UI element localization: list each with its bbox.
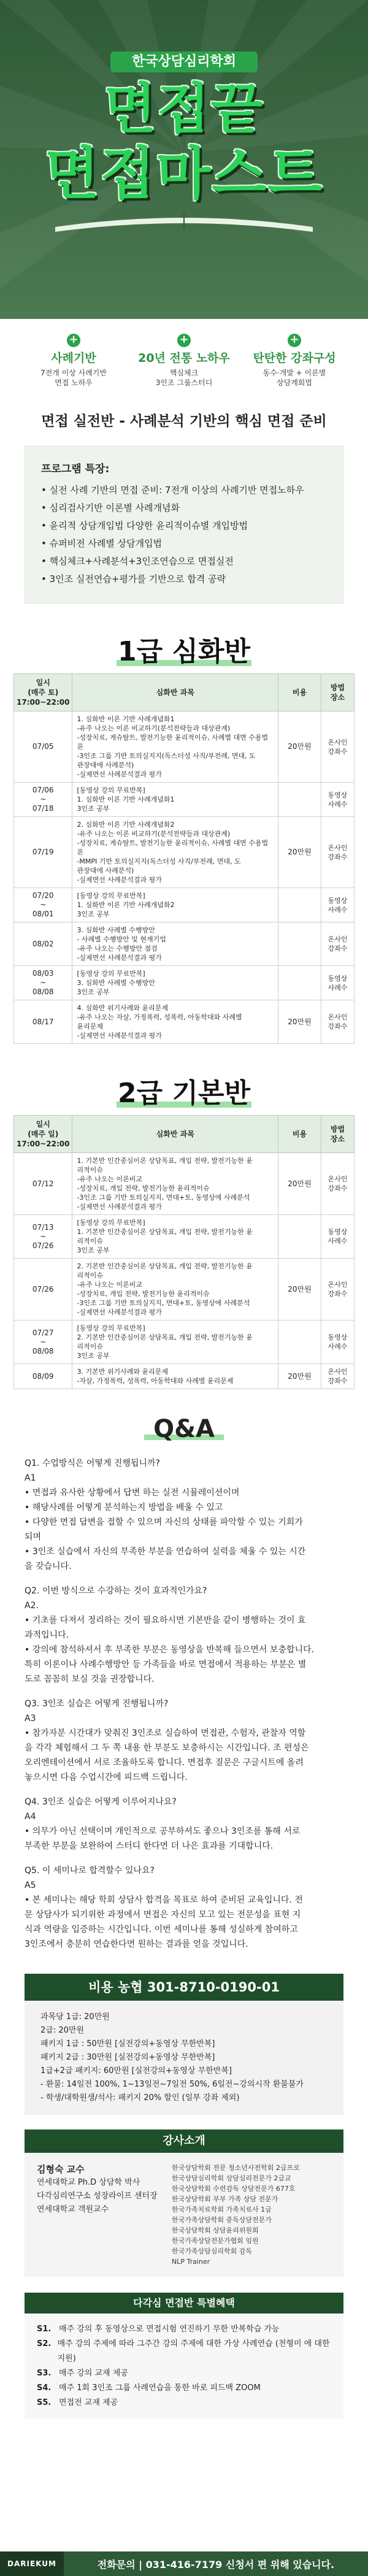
row-content: [72, 711, 278, 783]
row-date-text: 08/17: [32, 1017, 54, 1026]
qa-answer-label: A2.: [25, 1601, 39, 1611]
qa-answer-label: A3: [25, 1714, 36, 1723]
instructor-box: [25, 2153, 343, 2277]
row-date-text: 08/09: [32, 1371, 54, 1381]
row-fee-text: 20만원: [288, 1017, 312, 1026]
row-date: [14, 711, 72, 783]
row-date: [14, 922, 72, 966]
benefit-text: 매주 1회 3인조 그룹 사례연습을 통한 바로 피드백 ZOOM: [59, 2383, 261, 2393]
benefit-text: 매주 강의 주제에 따라 그주간 강의 주제에 대한 가상 사례연습 (천형미 에 대한 지원): [57, 2339, 330, 2363]
row-fee-text: 20만원: [288, 848, 312, 856]
row-content-text: [동영상 강의 무료반복] 1. 기본반 인간중심이론 상담목표, 개입 전략, 발전기능한 윤 리적이슈 3인조 공부: [77, 1219, 253, 1254]
qa-item: [25, 1584, 343, 1687]
section1-table-wrap: [13, 673, 355, 1044]
row-date-text: 07/20 ~ 08/01: [32, 891, 54, 918]
row-content-text: 2. 심화반 이론 기반 사례개념화2 -유주 나오는 이론 비교하기(분석전략들과 대상관계) -성장치료, 게슈탈트, 발전기능한 윤리적이슈, 사례별 대면 수용법론 -MMPI 기반 토의실지지(독스더성 사직/부전례, 면대, 도 관장대에 사례분석) -실제면선 사례분석결과 평가: [77, 821, 269, 884]
header-method: 방법 장소: [321, 674, 355, 711]
features: [0, 319, 368, 399]
instructor-bar: 강사소개: [25, 2129, 343, 2153]
feature-sub: 7전개 이상 사례기반 면접 노하우: [40, 369, 107, 387]
row-method: [321, 888, 355, 922]
row-fee: [278, 1364, 321, 1389]
plus-icon: +: [288, 334, 301, 347]
benefit-item: [37, 2366, 331, 2381]
feature-title: 사례기반: [51, 351, 96, 365]
row-method: [321, 922, 355, 966]
row-method-text: 온사인 강좌수: [328, 1013, 348, 1030]
qa-answer: • 참가자분 시간대가 맞춰진 3인조로 실습하여 면접관, 수험자, 관찰자 역할 을 각각 체험해서 그 두 쪽 내용 한 부분도 보충하시는 시간입니다. 조 편성은 오리엔테이션에서 서로 조율하도록 합니다. 면접후 질문은 구글시트에 올려 놓으시면 다음 수업시간에 피드백 드립니다.: [25, 1728, 309, 1782]
footer-contact[interactable]: 전화문의 | 031-416-7179 신청서 편 위해 있습니다.: [97, 2558, 335, 2570]
feature-sub: 핵심체크 3인조 그룹스터디: [155, 369, 213, 387]
row-content: [72, 817, 278, 888]
header-content: 심화반 과목: [72, 674, 278, 711]
qa-question: Q3. 3인조 실습은 어떻게 진행됩니까?: [25, 1699, 169, 1709]
row-date-text: 08/02: [32, 939, 54, 948]
row-content: [72, 1153, 278, 1215]
qa-answer: • 면접과 유사한 상황에서 답변 하는 실전 시뮬레이션이며 • 해당사례를 어떻게 분석하는지 방법을 배울 수 있고 • 다양한 면접 답변을 접할 수 있으며 자신의 상태를 파악할 수 있는 기회가 되며 • 3인조 실습에서 자신의 부족한 부분을 연습하여 실력을 체울 수 있는 시간 을 갖습니다.: [25, 1488, 306, 1571]
tagline: 면접 실전반 - 사례분석 기반의 핵심 면접 준비: [41, 413, 327, 429]
row-content-text: 3. 기본반 위기사례와 윤리문제 -자살, 가정폭력, 성폭력, 아동학대와 사례별 윤리문제: [77, 1368, 234, 1385]
section1-title: [0, 624, 368, 673]
row-date: [14, 1364, 72, 1389]
benefit-item: [37, 2381, 331, 2396]
row-date-text: 07/19: [32, 848, 54, 856]
section1-body: [14, 711, 355, 1044]
plus-icon: +: [177, 334, 191, 347]
row-content-text: 1. 기본반 인간중심이론 상담목표, 개입 전략, 발전기능한 윤 리적이슈 -유주 나오는 이론비교 -성장치료, 개입 전략, 발전기능한 윤리적이슈 -3인조 그룹 기반 토의실지지, 면대+토, 동영상에 사례분석 -실제면선 사례분석결과 평가: [77, 1157, 253, 1211]
row-method-text: 동영상 사례수: [328, 791, 348, 808]
row-date: [14, 1321, 72, 1364]
program-item: • 실전 사례 기반의 면접 준비: 7전개 이상의 사례기반 면접노하우: [41, 481, 327, 499]
table-row: [14, 888, 355, 922]
row-date: [14, 817, 72, 888]
row-method: [321, 817, 355, 888]
header-fee: 비용: [278, 1116, 321, 1153]
row-content-text: [동영상 강의 무료반복] 2. 기본반 인간중심이론 상담목표, 개입 전략, 발전기능한 윤 리적이슈 3인조 공부: [77, 1324, 253, 1360]
table-row: [14, 1215, 355, 1259]
qa-question: Q1. 수업방식은 어떻게 진행됩니까?: [25, 1459, 160, 1468]
book-icon: [49, 209, 319, 233]
table-row: [14, 817, 355, 888]
row-content-text: 4. 심화반 위기사례와 윤리문제 -유주 나오는 자살, 가정폭력, 성폭력, 아동학대와 사례별 윤리문제 -실제면선 사례분석결과 평가: [77, 1004, 242, 1040]
qa-question: Q4. 3인조 실습은 어떻게 이루어지나요?: [25, 1797, 177, 1807]
row-method: [321, 1000, 355, 1044]
row-fee: [278, 1259, 321, 1321]
benefit-text: 매주 강의 후 동영상으로 면접시험 연진하기 무한 반복학습 가능: [59, 2325, 280, 2334]
row-fee: [278, 888, 321, 922]
row-date: [14, 966, 72, 1000]
row-method-text: 동영상 사례수: [328, 974, 348, 992]
plus-icon: +: [67, 334, 80, 347]
row-fee: [278, 1153, 321, 1215]
row-method-text: 온사인 강좌수: [328, 738, 348, 756]
row-fee: [278, 1321, 321, 1364]
section1-table: [13, 673, 355, 1044]
row-method-text: 온사인 강좌수: [328, 1368, 348, 1385]
instructor-credential-list: 한국상담학회 전문 청소년사전학회 2급프로 한국상담심리학회 상담심리전문가 2급교 한국상담학회 수련감독 상담전문가 677호 한국상담학회 부부 가족 상담 전문가 한국가족치료학회 가족치료사 1급 한국가족상담학회 중독상담전문가 한국상담학회 상담윤리위원회 한국가족상담전문가협회 임원 한국가족상담심리학회 감독 NLP Trainer: [172, 2164, 300, 2266]
row-fee: [278, 711, 321, 783]
row-method: [321, 966, 355, 1000]
row-fee: [278, 1000, 321, 1044]
row-date-text: 07/27 ~ 08/08: [32, 1328, 54, 1355]
qa-question: Q5. 이 세미나로 합격할수 있나요?: [25, 1866, 155, 1876]
row-content-text: 1. 심화반 이론 기반 사례개념화1 -유주 나오는 이론 비교하기(분석전략들과 대상관계) -성장치료, 게슈탈트, 발전기능한 윤리적이슈, 사례별 대면 수용법론 -3인조 그룹 기반 토의실지지(독스더성 사직/부전례, 면대, 도 관장대에 사례분석) -실제면선 사례분석결과 평가: [77, 715, 269, 778]
header-date: 일시 (매주 일) 17:00~22:00: [14, 1116, 72, 1153]
program-item: • 심리검사기반 이론별 사례개념화: [41, 499, 327, 517]
benefit-item: [37, 2337, 331, 2366]
row-method: [321, 711, 355, 783]
qa-answer: • 기초를 다져서 정리하는 것이 필요하시면 기본반을 같이 병행하는 것이 효 과적입니다. • 강의에 참석하셔서 후 부족한 부분은 동영상을 반복해 들으면서 보충합니다. 특히 이론이나 사례수행방안 등 가족들을 바로 면접에서 적용하는 부분은 별 도로 꼼꼼히 보실 것을 권장합니다.: [25, 1616, 315, 1684]
footer-bar: [0, 2551, 368, 2576]
section1-title-text: 1급 심화반: [118, 636, 250, 667]
table-header-row: [14, 674, 355, 711]
row-date: [14, 1153, 72, 1215]
benefit-item: [37, 2322, 331, 2337]
row-fee: [278, 1215, 321, 1259]
row-date: [14, 1000, 72, 1044]
row-fee: [278, 922, 321, 966]
program-item: • 윤리적 상담개입법 다양한 윤리적이슈별 개입방법: [41, 517, 327, 535]
table-row: [14, 783, 355, 817]
section2-table-wrap: [13, 1115, 355, 1389]
header-method: 방법 장소: [321, 1116, 355, 1153]
hero-title-line2: 면접마스트: [44, 141, 324, 207]
row-method-text: 온사인 강좌수: [328, 1175, 348, 1192]
row-method-text: 온사인 강좌수: [328, 1281, 348, 1298]
table-row: [14, 1364, 355, 1389]
qa-answer: • 본 세미나는 해당 학회 상담사 합격을 목표로 하여 준비된 교육입니다. 전 문 상담사가 되기위한 과정에서 면접은 자신의 모고 있는 전문성을 표현 지 식과 역량을 입증하는 시간입니다. 이번 세미나를 통해 성실하게 참여하고 3인조에서 충분히 연습한다면 원하는 결과를 얻을 것입니다.: [25, 1895, 303, 1949]
row-date: [14, 888, 72, 922]
feature-sub: 동수·개발 + 이론별 상담계회법: [263, 369, 326, 387]
row-date: [14, 1259, 72, 1321]
row-fee-text: 20만원: [288, 1371, 312, 1381]
benefit-text: 면접전 교재 제공: [59, 2398, 118, 2407]
qa-answer-label: A1: [25, 1473, 36, 1483]
program-item: • 슈퍼비전 사례별 상담개입법: [41, 535, 327, 553]
cost-box: [25, 2001, 343, 2115]
row-content-text: 2. 기본반 인간중심이론 상담목표, 개입 전략, 발전기능한 윤 리적이슈 -유주 나오는 이론비교 -성장치료, 개입 전략, 발전기능한 윤리적이슈 -3인조 그룹 기반 토의실지지, 면대+토, 동영상에 사례분석 -실제면선 사례분석결과 평가: [77, 1262, 253, 1316]
row-content: [72, 1215, 278, 1259]
qa-answer: • 의무가 아닌 선택이며 개인적으로 공부하셔도 좋으나 3인조를 통해 서로 부족한 부분을 보완하여 스터디 한다면 더 나은 효과를 기대합니다.: [25, 1827, 301, 1851]
header-content: 심화반 과목: [72, 1116, 278, 1153]
qa-answer-label: A5: [25, 1880, 36, 1890]
row-fee-text: 20만원: [288, 1179, 312, 1188]
cost-bar: 비용 농협 301-8710-0190-01: [25, 1974, 343, 2001]
row-method-text: 온사인 강좌수: [328, 935, 348, 953]
row-content-text: [동영상 강의 무료반복] 1. 심화반 이론 기반 사례개념화1 3인조 공부: [77, 786, 175, 813]
table-header-row: [14, 1116, 355, 1153]
qa-item: [25, 1696, 343, 1785]
program-list: [41, 481, 327, 588]
qa-item: [25, 1863, 343, 1952]
benefits-list: [25, 2313, 343, 2419]
row-fee: [278, 966, 321, 1000]
section2-body: [14, 1153, 355, 1389]
row-method-text: 온사인 강좌수: [328, 843, 348, 861]
qa-title-text: Q&A: [153, 1415, 215, 1443]
row-date: [14, 1215, 72, 1259]
row-fee: [278, 817, 321, 888]
qa-question: Q2. 이번 방식으로 수강하는 것이 효과적인가요?: [25, 1586, 207, 1596]
row-method: [321, 1215, 355, 1259]
qa-list: [0, 1456, 368, 1966]
row-method: [321, 1321, 355, 1364]
header-date: 일시 (매주 토) 17:00~22:00: [14, 674, 72, 711]
row-date-text: 07/26: [32, 1284, 54, 1294]
row-date-text: 07/13 ~ 07/26: [32, 1222, 54, 1250]
row-content: [72, 1000, 278, 1044]
benefits-bar: 다각심 면접반 특별혜택: [25, 2293, 343, 2313]
section2-table: [13, 1115, 355, 1389]
benefit-key: S2.: [37, 2339, 52, 2348]
benefit-item: [37, 2396, 331, 2410]
program-item: • 3인조 실전연습+평가를 기반으로 합격 공략: [41, 570, 327, 588]
row-content: [72, 783, 278, 817]
row-content: [72, 922, 278, 966]
row-fee-text: 20만원: [288, 742, 312, 751]
row-method: [321, 1259, 355, 1321]
hero: [0, 0, 368, 319]
row-fee: [278, 783, 321, 817]
benefit-key: S4.: [37, 2383, 52, 2393]
section2-title-text: 2급 기본반: [118, 1078, 250, 1109]
row-date-text: 07/12: [32, 1179, 54, 1188]
benefit-key: S5.: [37, 2398, 52, 2407]
program-item: • 핵심체크+사례분석+3인조연습으로 면접실전: [41, 553, 327, 570]
row-fee-text: 20만원: [288, 1284, 312, 1294]
hero-title-line1: 면접끝: [104, 77, 264, 140]
feature-curriculum: [245, 334, 343, 388]
program-box: [25, 446, 343, 604]
row-method-text: 동영상 사례수: [328, 1333, 348, 1351]
instructor-credentials: [172, 2163, 331, 2267]
instructor-name: 김형숙 교수: [37, 2164, 85, 2175]
table-row: [14, 1259, 355, 1321]
header-fee: 비용: [278, 674, 321, 711]
row-method: [321, 783, 355, 817]
qa-answer-label: A4: [25, 1812, 36, 1822]
row-method: [321, 1153, 355, 1215]
row-content: [72, 888, 278, 922]
cost-lines: 과목당 1급: 20만원 2급: 20만원 패키지 1급 : 50만원 [실전강의+동영상 무한반복] 패키지 2급 : 30만원 [실전강의+동영상 무한반복] 1급+2급 패키지: 60만원 [실전강의+동영상 무한반복] - 환불: 14일전 100%, 1~13일전~7일전 50%, 6일전~강의시작 환불불가 - 학생/대학원생/석사: 패키지 20% 할인 (일부 강좌 제외): [40, 2012, 304, 2103]
program-title: 프로그램 특장:: [41, 463, 110, 475]
row-content: [72, 966, 278, 1000]
row-date: [14, 783, 72, 817]
feature-title: 20년 전통 노하우: [138, 351, 230, 365]
row-content: [72, 1259, 278, 1321]
feature-title: 탄탄한 강좌구성: [253, 351, 336, 365]
row-content-text: 3. 심화반 사례별 수행방안 - 사례별 수행방안 및 현재기업 -유주 나오는 수행방안 점검 -실제면선 사례분석결과 평가: [77, 926, 166, 962]
table-row: [14, 1321, 355, 1364]
table-row: [14, 1153, 355, 1215]
feature-case-based: [25, 334, 123, 388]
row-content: [72, 1321, 278, 1364]
qa-item: [25, 1456, 343, 1574]
row-date-text: 08/03 ~ 08/08: [32, 969, 54, 996]
row-method: [321, 1364, 355, 1389]
feature-tradition: [135, 334, 233, 388]
row-content-text: [동영상 강의 무료반복] 1. 심화반 이론 기반 사례개념화2 3인조 공부: [77, 892, 175, 918]
footer-logo: DARIEKUM: [0, 2551, 64, 2576]
row-content-text: [동영상 강의 무료반복] 3. 심화반 사례별 수행방안 3인조 공부: [77, 970, 155, 996]
table-row: [14, 922, 355, 966]
qa-title: [0, 1411, 368, 1446]
row-content: [72, 1364, 278, 1389]
table-row: [14, 1000, 355, 1044]
table-row: [14, 966, 355, 1000]
benefit-text: 매주 강의 교재 제공: [59, 2369, 128, 2378]
benefit-key: S3.: [37, 2369, 52, 2378]
row-method-text: 동영상 사례수: [328, 896, 348, 914]
instructor-left: [37, 2163, 172, 2267]
benefit-key: S1.: [37, 2325, 52, 2334]
instructor-bio: 연세대학교 Ph.D 상담학 박사 다각심리연구소 성장라이프 센터장 연세대학교 객원교수: [37, 2178, 158, 2214]
row-date-text: 07/05: [32, 742, 54, 751]
qa-item: [25, 1795, 343, 1853]
hero-banner: 한국상담심리학회: [110, 52, 258, 72]
row-method-text: 동영상 사례수: [328, 1228, 348, 1245]
table-row: [14, 711, 355, 783]
section2-title: [0, 1066, 368, 1115]
row-date-text: 07/06 ~ 07/18: [32, 786, 54, 813]
